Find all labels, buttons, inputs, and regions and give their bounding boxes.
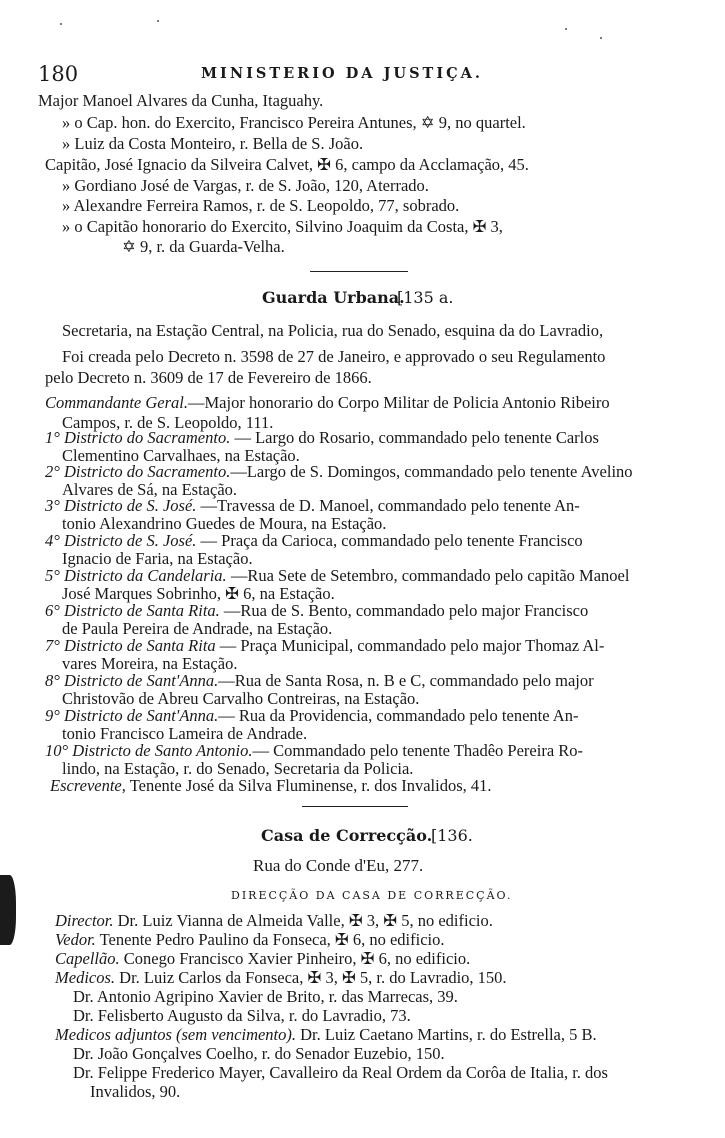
list-item: » o Cap. hon. do Exercito, Francisco Pereira Antunes, ✡ 9, no quartel. <box>62 113 526 132</box>
entry-text: Tenente José da Silva Fluminense, r. dos Invalidos, 41. <box>125 776 492 795</box>
entry-text: — Praça Municipal, commandado pelo major Thomaz Al- <box>215 636 605 655</box>
entry-label: 7° Districto de Santa Rita <box>45 636 216 655</box>
entry-label: Medicos adjuntos (sem vencimento). <box>55 1025 297 1044</box>
binding-ink-blot <box>0 875 16 945</box>
list-item: » Gordiano José de Vargas, r. de S. João, 120, Aterrado. <box>62 176 429 195</box>
district-entry <box>45 531 583 551</box>
entry-text: Tenente Pedro Paulino da Fonseca, ✠ 6, no edificio. <box>95 930 445 949</box>
speck <box>157 20 159 22</box>
speck <box>60 23 62 25</box>
entry-text: —Largo de S. Domingos, commandado pelo tenente Avelino <box>230 462 633 481</box>
entry-label: Commandante Geral. <box>45 393 188 412</box>
section-divider <box>302 806 408 807</box>
section-title: Casa de Correcção. <box>261 826 433 845</box>
section-ref: [136. <box>431 826 473 845</box>
district-entry <box>45 428 599 448</box>
page-number: 180 <box>38 62 79 86</box>
district-entry <box>45 671 594 691</box>
staff-entry <box>55 1025 597 1045</box>
speck <box>565 28 567 30</box>
entry-continuation: Alvares de Sá, na Estação. <box>62 480 238 499</box>
entry-label: 2° Districto do Sacramento. <box>45 462 231 481</box>
entry-label: 9° Districto de Sant'Anna. <box>45 706 219 725</box>
entry-label: Vedor. <box>55 930 96 949</box>
entry-text: —Rua de S. Bento, commandado pelo major Francisco <box>219 601 589 620</box>
staff-entry <box>55 930 445 950</box>
entry-label: Escrevente, <box>50 776 126 795</box>
commandante-entry <box>45 393 610 413</box>
speck <box>600 37 602 39</box>
entry-text: — Praça da Carioca, commandado pelo tenente Francisco <box>196 531 583 550</box>
list-item: ✡ 9, r. da Guarda-Velha. <box>122 237 285 256</box>
section-divider <box>310 271 408 272</box>
entry-text: — Rua da Providencia, commandado pelo tenente An- <box>218 706 579 725</box>
entry-continuation: Dr. João Gonçalves Coelho, r. do Senador Euzebio, 150. <box>73 1044 445 1063</box>
entry-continuation: de Paula Pereira de Andrade, na Estação. <box>62 619 333 638</box>
district-entry <box>45 462 633 482</box>
entry-text: — Commandado pelo tenente Thadêo Pereira Ro- <box>252 741 584 760</box>
entry-continuation: Christovão de Abreu Carvalho Contreiras, na Estação. <box>62 689 420 708</box>
entry-text: —Travessa de D. Manoel, commandado pelo tenente An- <box>196 496 580 515</box>
staff-entry <box>55 911 493 931</box>
entry-continuation: Invalidos, 90. <box>90 1082 181 1101</box>
entry-label: 4° Districto de S. José. <box>45 531 197 550</box>
district-entry <box>45 636 604 656</box>
entry-continuation: lindo, na Estação, r. do Senado, Secretaria da Policia. <box>62 759 414 778</box>
entry-text: Dr. Luiz Caetano Martins, r. do Estrella, 5 B. <box>296 1025 597 1044</box>
entry-continuation: Ignacio de Faria, na Estação. <box>62 549 253 568</box>
running-title: MINISTERIO DA JUSTIÇA. <box>201 65 483 82</box>
entry-label: Medicos. <box>55 968 116 987</box>
entry-text: —Rua de Santa Rosa, n. B e C, commandado pelo major <box>218 671 594 690</box>
entry-continuation: Campos, r. de S. Leopoldo, 111. <box>62 413 274 432</box>
entry-label: Capellão. <box>55 949 120 968</box>
district-entry <box>45 741 583 761</box>
staff-entry <box>55 949 470 969</box>
district-entry <box>45 496 580 516</box>
entry-text: Dr. Luiz Carlos da Fonseca, ✠ 3, ✠ 5, r. do Lavradio, 150. <box>115 968 507 987</box>
list-item: » Luiz da Costa Monteiro, r. Bella de S. João. <box>62 134 364 153</box>
section-title: Guarda Urbana. <box>262 288 405 307</box>
entry-continuation: tonio Alexandrino Guedes de Moura, na Estação. <box>62 514 387 533</box>
paragraph-line: Secretaria, na Estação Central, na Policia, rua do Senado, esquina da do Lavradio, <box>62 321 604 340</box>
entry-label: Director. <box>55 911 114 930</box>
section-ref: [135 a. <box>397 288 454 307</box>
entry-label: 6° Districto de Santa Rita. <box>45 601 220 620</box>
list-item: Capitão, José Ignacio da Silveira Calvet, ✠ 6, campo da Acclamação, 45. <box>45 155 529 174</box>
list-item: » o Capitão honorario do Exercito, Silvino Joaquim da Costa, ✠ 3, <box>62 217 503 236</box>
entry-text: Dr. Luiz Vianna de Almeida Valle, ✠ 3, ✠ 5, no edificio. <box>113 911 493 930</box>
district-entry <box>45 601 588 621</box>
entry-label: 5° Districto da Candelaria. <box>45 566 227 585</box>
entry-label: 1° Districto do Sacramento. <box>45 428 231 447</box>
section-address: Rua do Conde d'Eu, 277. <box>253 856 424 875</box>
list-item: Major Manoel Alvares da Cunha, Itaguahy. <box>38 91 324 110</box>
district-entry <box>45 566 629 586</box>
entry-label: 3° Districto de S. José. <box>45 496 197 515</box>
district-entry <box>45 706 578 726</box>
entry-text: —Rua Sete de Setembro, commandado pelo capitão Manoel <box>226 566 630 585</box>
entry-label: 10° Districto de Santo Antonio. <box>45 741 253 760</box>
entry-continuation: Dr. Felisberto Augusto da Silva, r. do Lavradio, 73. <box>73 1006 411 1025</box>
staff-entry <box>55 968 507 988</box>
section-subheading: DIRECÇÃO DA CASA DE CORRECÇÃO. <box>231 889 513 902</box>
paragraph-line: pelo Decreto n. 3609 de 17 de Fevereiro de 1866. <box>45 368 372 387</box>
entry-label: 8° Districto de Sant'Anna. <box>45 671 219 690</box>
entry-text: Conego Francisco Xavier Pinheiro, ✠ 6, no edificio. <box>119 949 471 968</box>
entry-continuation: Clementino Carvalhaes, na Estação. <box>62 446 300 465</box>
escrevente-entry <box>50 776 492 796</box>
list-item: » Alexandre Ferreira Ramos, r. de S. Leopoldo, 77, sobrado. <box>62 196 460 215</box>
entry-text: —Major honorario do Corpo Militar de Policia Antonio Ribeiro <box>188 393 610 412</box>
entry-continuation: Dr. Felippe Frederico Mayer, Cavalleiro da Real Ordem da Corôa de Italia, r. dos <box>73 1063 608 1082</box>
entry-continuation: José Marques Sobrinho, ✠ 6, na Estação. <box>62 584 335 603</box>
entry-continuation: Dr. Antonio Agripino Xavier de Brito, r. das Marrecas, 39. <box>73 987 458 1006</box>
paragraph-line: Foi creada pelo Decreto n. 3598 de 27 de Janeiro, e approvado o seu Regulamento <box>62 347 606 366</box>
entry-continuation: tonio Francisco Lameira de Andrade. <box>62 724 308 743</box>
entry-text: — Largo do Rosario, commandado pelo tenente Carlos <box>230 428 599 447</box>
entry-continuation: vares Moreira, na Estação. <box>62 654 238 673</box>
